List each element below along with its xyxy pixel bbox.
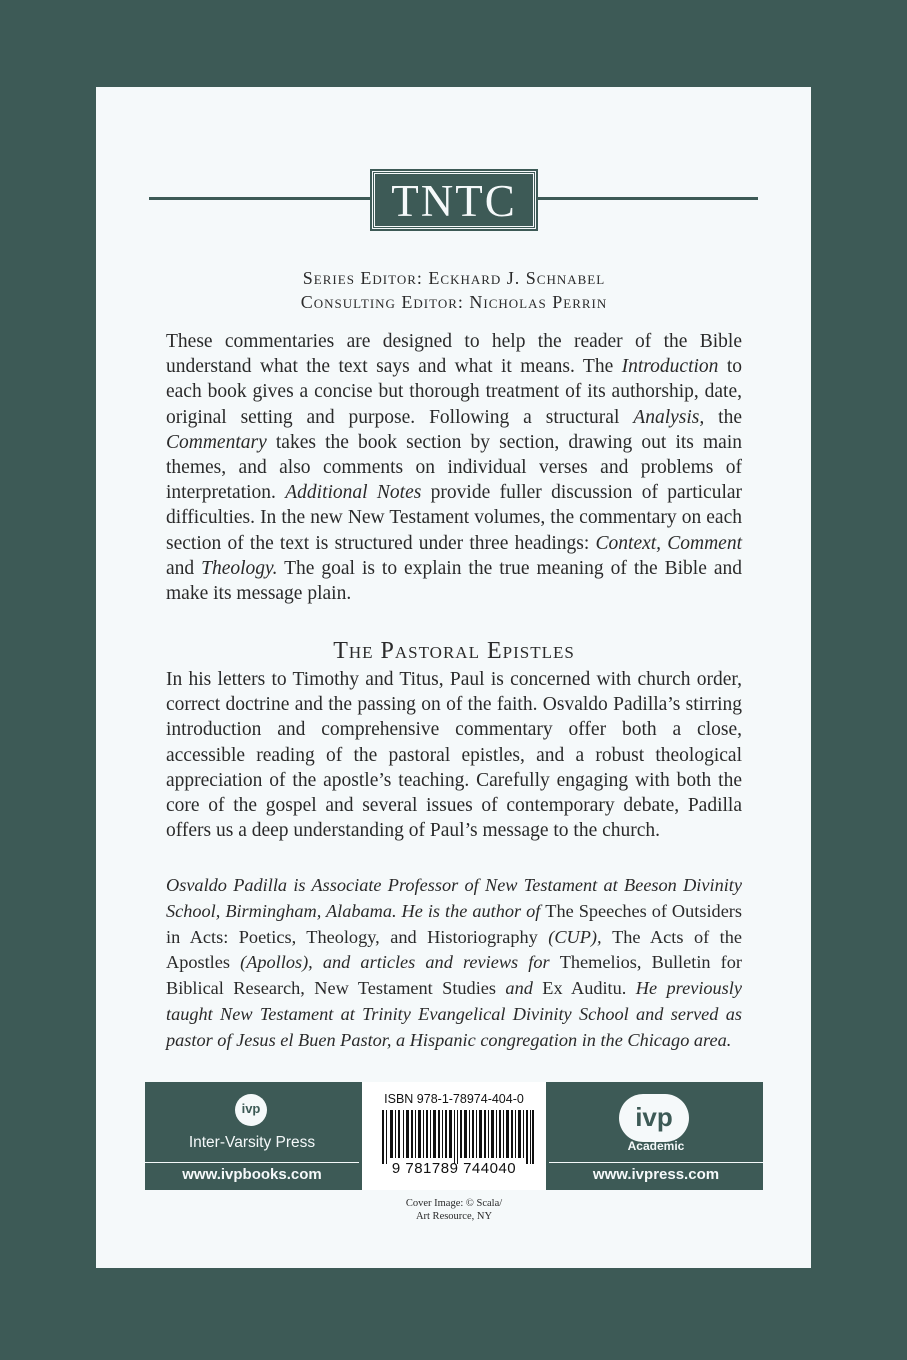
academic-label: Academic xyxy=(627,1139,685,1153)
credit-line-1: Cover Image: © Scala/ xyxy=(405,1198,503,1209)
logo-rule-right xyxy=(536,197,758,200)
publisher-footer xyxy=(145,1082,763,1190)
ivpbooks-link[interactable]: www.ivpbooks.com xyxy=(182,1166,322,1183)
author-bio: Osvaldo Padilla is Associate Professor of New Testament at Beeson Divinity School, Birmingham, Alabama. He is the author of The Speeches of Outsiders in Acts: Poetics, Theology, and Historiography (CUP), The Acts of the Apostles (Apollos), and articles and reviews for Themelios, Bulletin for Biblical Research, New Testament Studies and Ex Auditu. He previously taught New Testament at Trinity Evangelical Divinity School and served as pastor of Jesus el Buen Pastor, a Hispanic congregation in the Chicago area. xyxy=(166,875,743,1050)
divider xyxy=(145,1162,359,1163)
cover-image-credit xyxy=(366,1197,542,1223)
book-blurb: In his letters to Timothy and Titus, Paul is concerned with church order, correct doctrine and the passing on of the faith. Osvaldo Padilla’s stirring introduction and comprehensive commentary offer both a close, accessible reading of the pastoral epistles, and a robust theological appreciation of the apostle’s teaching. Carefully engaging with both the core of the gospel and several issues of contemporary debate, Padilla offers us a deep understanding of Paul’s message to the church. xyxy=(166,669,742,842)
barcode-block xyxy=(362,1082,546,1190)
series-description: These commentaries are designed to help the reader of the Bible understand what the text says and what it means. The Introduction to each book gives a concise but thorough treatment of its authorship, date, original setting and purpose. Following a structural Analysis, the Commentary takes the book section by section, drawing out its main themes, and also comments on individual verses and problems of interpretation. Additional Notes provide fuller discussion of particular difficulties. In the new New Testament volumes, the commentary on each section of the text is structured under three headings: Context, Comment and Theology. The goal is to explain the true meaning of the Bible and make its message plain. xyxy=(166,331,743,605)
ivp-logo-icon: ivp xyxy=(235,1094,267,1126)
barcode-number: 9 781789 744040 xyxy=(391,1160,517,1177)
series-logo: TNTC xyxy=(372,171,536,229)
book-title: The Pastoral Epistles xyxy=(333,638,575,664)
ivpress-link[interactable]: www.ivpress.com xyxy=(592,1166,720,1183)
isbn-text: ISBN 978-1-78974-404-0 xyxy=(384,1092,524,1106)
divider xyxy=(549,1162,763,1163)
series-editor: Series Editor: Eckhard J. Schnabel xyxy=(302,268,606,288)
consulting-editor: Consulting Editor: Nicholas Perrin xyxy=(300,292,608,312)
credit-line-2: Art Resource, NY xyxy=(415,1211,493,1222)
logo-rule-left xyxy=(149,197,372,200)
publisher-name: Inter-Varsity Press xyxy=(188,1134,316,1151)
ivp-academic-logo-icon: ivp xyxy=(619,1094,689,1142)
ivp-books-block xyxy=(145,1082,359,1190)
ivp-academic-block xyxy=(549,1082,763,1190)
barcode-icon xyxy=(382,1110,534,1164)
